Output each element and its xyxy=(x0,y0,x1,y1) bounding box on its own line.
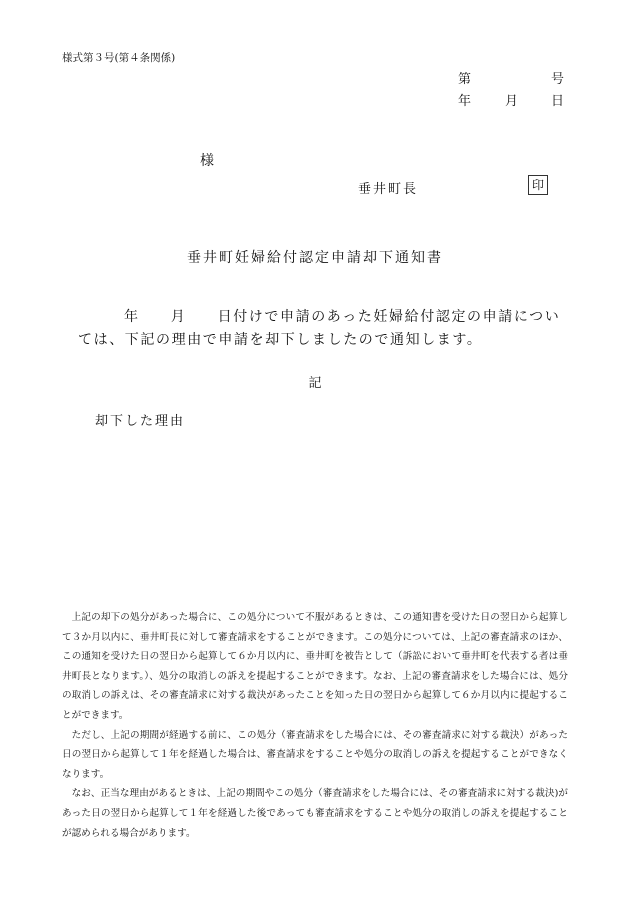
body-text-line-2: ては、下記の理由で申請を却下しましたので通知します。 xyxy=(78,332,483,348)
doc-number-suffix: 号 xyxy=(551,72,565,87)
date-month-label: 月 xyxy=(505,94,519,109)
seal-mark: 印 xyxy=(528,175,548,195)
document-title: 垂井町妊婦給付認定申請却下通知書 xyxy=(187,250,443,266)
notice-paragraph: なお、正当な理由があるときは、上記の期間やこの処分（審査請求をした場合には、その審査請求に対する裁決)があった日の翌日から起算して１年を経過した後であっても審査請求をすることや処分の取消しの訴えを提起することが認められる場合があります。 xyxy=(62,788,568,839)
body-text-line-1: 年 月 日付けで申請のあった妊婦給付認定の申請につい xyxy=(124,309,561,325)
form-number: 様式第３号(第４条関係) xyxy=(62,52,176,64)
ki-heading: 記 xyxy=(308,376,322,391)
notice-paragraph: 上記の却下の処分があった場合に、この処分について不服があるときは、この通知書を受けた日の翌日から起算して３か月以内に、垂井町長に対して審査請求をすることができます。この処分については、上記の審査請求のほか、この通知を受けた日の翌日から起算して６か月以内に、垂井町を被告として（訴訟において垂井町を代表する者は垂井町長となります。）、処分の取消しの訴えを提起することができます。なお、上記の審査請求をした場合には、処分の取消しの訴えは、その審査請求に対する裁決があったことを知った日の翌日から起算して６か月以内に提起することができます。 xyxy=(62,612,568,721)
doc-number-label: 第 xyxy=(458,72,472,87)
addressee-honorific: 様 xyxy=(200,153,214,169)
date-year-label: 年 xyxy=(458,94,472,109)
issuer-name: 垂井町長 xyxy=(358,182,419,197)
rejection-reason-label: 却下した理由 xyxy=(95,414,186,429)
date-day-label: 日 xyxy=(551,94,565,109)
notice-paragraph: ただし、上記の期間が経過する前に、この処分（審査請求をした場合には、その審査請求に対する裁決）があった日の翌日から起算して１年を経過した場合は、審査請求をすることや処分の取消しの訴えを提起することができなくなります。 xyxy=(62,729,568,780)
appeal-notice xyxy=(62,608,568,843)
